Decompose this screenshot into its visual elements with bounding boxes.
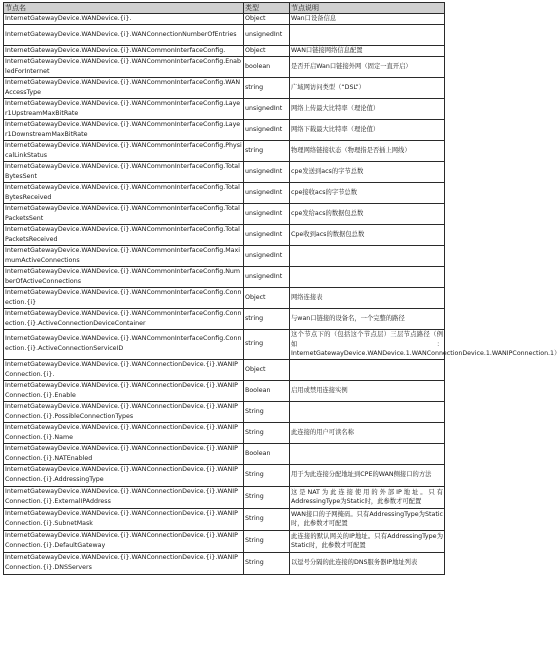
node-name-cell: InternetGatewayDevice.WANDevice.{i}.WANCommonInterfaceConfig.Layer1DownstreamMaxBitRate xyxy=(4,120,244,141)
table-row xyxy=(4,443,445,464)
type-cell: String xyxy=(244,422,290,443)
node-name-cell: InternetGatewayDevice.WANDevice.{i}.WANCommonInterfaceConfig.WANAccessType xyxy=(4,78,244,99)
table-body xyxy=(4,14,560,575)
description-cell xyxy=(290,359,445,380)
parameter-table xyxy=(3,2,560,575)
table-row xyxy=(4,183,445,204)
table-row xyxy=(4,401,445,422)
type-cell: String xyxy=(244,464,290,486)
node-name-cell: InternetGatewayDevice.WANDevice.{i}.WANCommonInterfaceConfig.NumberOfActiveConnections xyxy=(4,267,244,288)
type-cell: unsignedInt xyxy=(244,267,290,288)
node-name-cell: InternetGatewayDevice.WANDevice.{i}.WANCommonInterfaceConfig.PhysicalLinkStatus xyxy=(4,141,244,162)
description-cell xyxy=(290,401,445,422)
node-name-cell: InternetGatewayDevice.WANDevice.{i}.WANConnectionDevice.{i}.WANIPConnection.{i}.ExternalIPAddress xyxy=(4,486,244,508)
table-row xyxy=(4,46,445,57)
description-cell: 物理网络链接状态（物理指是否插上网线） xyxy=(290,141,445,162)
table-header xyxy=(4,3,445,14)
description-cell xyxy=(290,25,445,46)
description-cell: cpe接收acs的字节总数 xyxy=(290,183,445,204)
table-row xyxy=(4,267,445,288)
type-cell: unsignedInt xyxy=(244,120,290,141)
type-cell: String xyxy=(244,508,290,530)
node-name-cell: InternetGatewayDevice.WANDevice.{i}.WANCommonInterfaceConfig.EnabledForInternet xyxy=(4,57,244,78)
description-cell: 网络上传最大比特率（理论值） xyxy=(290,99,445,120)
type-cell: unsignedInt xyxy=(244,183,290,204)
column-header-type: 类型 xyxy=(244,3,290,14)
table-row xyxy=(4,422,445,443)
table-row xyxy=(4,380,445,401)
description-cell: cpe发给acs的数据包总数 xyxy=(290,204,445,225)
node-name-cell: InternetGatewayDevice.WANDevice.{i}.WANConnectionDevice.{i}.WANIPConnection.{i}.PossibleConnectionTypes xyxy=(4,401,244,422)
node-name-cell: InternetGatewayDevice.WANDevice.{i}.WANCommonInterfaceConfig. xyxy=(4,46,244,57)
node-name-cell: InternetGatewayDevice.WANDevice.{i}.WANCommonInterfaceConfig.Connection.{i}.ActiveConnectionDeviceContainer xyxy=(4,309,244,330)
table-row xyxy=(4,141,445,162)
node-name-cell: InternetGatewayDevice.WANDevice.{i}.WANCommonInterfaceConfig.TotalPacketsSent xyxy=(4,204,244,225)
type-cell: Object xyxy=(244,46,290,57)
description-cell: 网络下载最大比特率（理论值） xyxy=(290,120,445,141)
column-header-node-name: 节点名 xyxy=(4,3,244,14)
type-cell: String xyxy=(244,530,290,552)
type-cell: string xyxy=(244,309,290,330)
type-cell: string xyxy=(244,330,290,360)
table-row xyxy=(4,25,445,46)
description-cell: 此连接的用户可读名称 xyxy=(290,422,445,443)
node-name-cell: InternetGatewayDevice.WANDevice.{i}.WANConnectionDevice.{i}.WANIPConnection.{i}.DefaultGateway xyxy=(4,530,244,552)
description-cell: Wan口设备信息 xyxy=(290,14,445,25)
type-cell: unsignedInt xyxy=(244,225,290,246)
type-cell: Object xyxy=(244,14,290,25)
table-row xyxy=(4,552,445,574)
table-row xyxy=(4,204,445,225)
type-cell: Boolean xyxy=(244,380,290,401)
table-row xyxy=(4,486,445,508)
table-row xyxy=(4,78,445,99)
table-row xyxy=(4,288,445,309)
node-name-cell: InternetGatewayDevice.WANDevice.{i}.WANCommonInterfaceConfig.Connection.{i}.ActiveConnectionServiceID xyxy=(4,330,244,360)
node-name-cell: InternetGatewayDevice.WANDevice.{i}.WANConnectionDevice.{i}.WANIPConnection.{i}.Enable xyxy=(4,380,244,401)
type-cell: String xyxy=(244,552,290,574)
type-cell: unsignedInt xyxy=(244,204,290,225)
node-name-cell: InternetGatewayDevice.WANDevice.{i}.WANConnectionDevice.{i}.WANIPConnection.{i}.DNSServers xyxy=(4,552,244,574)
table-row xyxy=(4,246,445,267)
description-cell: 网络连接表 xyxy=(290,288,445,309)
node-name-cell: InternetGatewayDevice.WANDevice.{i}.WANConnectionDevice.{i}.WANIPConnection.{i}. xyxy=(4,359,244,380)
node-name-cell: InternetGatewayDevice.WANDevice.{i}.WANCommonInterfaceConfig.TotalBytesReceived xyxy=(4,183,244,204)
node-name-cell: InternetGatewayDevice.WANDevice.{i}.WANCommonInterfaceConfig.TotalBytesSent xyxy=(4,162,244,183)
node-name-cell: InternetGatewayDevice.WANDevice.{i}.WANCommonInterfaceConfig.Connection.{i} xyxy=(4,288,244,309)
node-name-cell: InternetGatewayDevice.WANDevice.{i}. xyxy=(4,14,244,25)
table-row xyxy=(4,225,445,246)
description-cell: 此连接的默认网关的IP地址。只有AddressingType为Static时，此参数才可配置 xyxy=(290,530,445,552)
description-cell xyxy=(290,443,445,464)
description-cell: 用于为此连接分配地址到CPE的WAN侧接口的方法 xyxy=(290,464,445,486)
description-cell: 这个节点下的（包括这个节点层）三层节点路径（例如：InternetGatewayDevice.WANDevice.1.WANConnectionDevice.1.WANIPConnection.1） xyxy=(291,331,560,357)
node-name-cell: InternetGatewayDevice.WANDevice.{i}.WANCommonInterfaceConfig.MaximumActiveConnections xyxy=(4,246,244,267)
description-cell: 以逗号分隔的此连接的DNS服务器IP地址列表 xyxy=(290,552,445,574)
type-cell: Object xyxy=(244,288,290,309)
description-cell: WAN口链接网络信息配置 xyxy=(290,46,445,57)
type-cell: unsignedInt xyxy=(244,162,290,183)
description-cell xyxy=(290,246,445,267)
type-cell: Object xyxy=(244,359,290,380)
type-cell: unsignedInt xyxy=(244,99,290,120)
type-cell: unsignedInt xyxy=(244,25,290,46)
type-cell: Boolean xyxy=(244,443,290,464)
description-cell: 启用或禁用连接实例 xyxy=(290,380,445,401)
type-cell: boolean xyxy=(244,57,290,78)
node-name-cell: InternetGatewayDevice.WANDevice.{i}.WANCommonInterfaceConfig.TotalPacketsReceived xyxy=(4,225,244,246)
description-cell: WAN接口的子网掩码。只有AddressingType为Static时，此参数才可配置 xyxy=(290,508,445,530)
description-cell: 这是NAT为此连接使用的外部IP地址。只有AddressingType为Static时，此参数才可配置 xyxy=(290,486,445,508)
description-cell: 与wan口链接的设备名，一个完整的路径 xyxy=(290,309,445,330)
table-row xyxy=(4,530,445,552)
description-cell: Cpe收到acs的数据包总数 xyxy=(290,225,445,246)
node-name-cell: InternetGatewayDevice.WANDevice.{i}.WANConnectionDevice.{i}.WANIPConnection.{i}.AddressingType xyxy=(4,464,244,486)
description-cell: cpe发送到acs的字节总数 xyxy=(290,162,445,183)
table-row xyxy=(4,120,445,141)
table-row xyxy=(4,14,445,25)
table-row xyxy=(4,359,445,380)
type-cell: string xyxy=(244,78,290,99)
header-row xyxy=(4,3,445,14)
node-name-cell: InternetGatewayDevice.WANDevice.{i}.WANCommonInterfaceConfig.Layer1UpstreamMaxBitRate xyxy=(4,99,244,120)
node-name-cell: InternetGatewayDevice.WANDevice.{i}.WANConnectionDevice.{i}.WANIPConnection.{i}.SubnetMask xyxy=(4,508,244,530)
description-cell: 是否开启Wan口链接外网（固定一直开启） xyxy=(290,57,445,78)
description-cell xyxy=(290,267,445,288)
column-header-description: 节点说明 xyxy=(290,3,445,14)
type-cell: String xyxy=(244,401,290,422)
table-row xyxy=(4,330,445,360)
description-cell: 广域网访问类型（“DSL”） xyxy=(290,78,445,99)
type-cell: String xyxy=(244,486,290,508)
node-name-cell: InternetGatewayDevice.WANDevice.{i}.WANConnectionDevice.{i}.WANIPConnection.{i}.NATEnabled xyxy=(4,443,244,464)
node-name-cell: InternetGatewayDevice.WANDevice.{i}.WANConnectionDevice.{i}.WANIPConnection.{i}.Name xyxy=(4,422,244,443)
type-cell: unsignedInt xyxy=(244,246,290,267)
table-row xyxy=(4,57,445,78)
table-row xyxy=(4,162,445,183)
node-name-cell: InternetGatewayDevice.WANDevice.{i}.WANConnectionNumberOfEntries xyxy=(4,25,244,46)
table-row xyxy=(4,464,445,486)
type-cell: string xyxy=(244,141,290,162)
table-row xyxy=(4,99,445,120)
table-row xyxy=(4,309,445,330)
table-row xyxy=(4,508,445,530)
